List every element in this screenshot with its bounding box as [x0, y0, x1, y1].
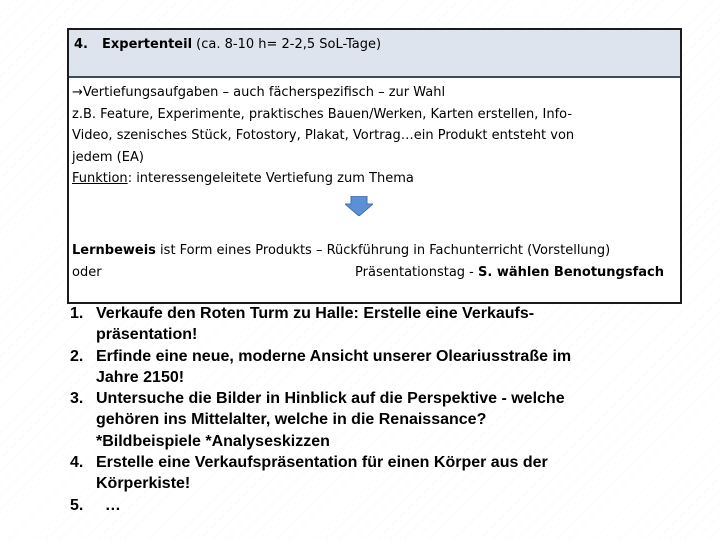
section-subtitle: (ca. 8-10 h= 2-2,5 SoL-Tage)	[192, 37, 382, 52]
item-number: 3.	[70, 390, 84, 408]
description-line: jedem (EA)	[72, 149, 144, 165]
lernbeweis-text: ist Form eines Produkts – Rückführung in Fachunterricht (Vorstellung)	[155, 243, 611, 258]
item-number: 2.	[70, 347, 84, 365]
lernbeweis	[72, 240, 672, 284]
section-number: 4.	[74, 37, 88, 52]
item-number: 4.	[70, 454, 84, 472]
funktion-label: Funktion	[72, 171, 128, 186]
description-line: z.B. Feature, Experimente, praktisches Bauen/Werken, Karten erstellen, Info-	[72, 106, 573, 122]
list-item	[70, 388, 700, 452]
list-item	[70, 452, 700, 495]
item-line: Erstelle eine Verkaufspräsentation für einen Körper aus der	[96, 454, 548, 472]
lernbeweis-label: Lernbeweis	[72, 243, 156, 258]
item-number: 1.	[70, 305, 84, 322]
list-item	[70, 303, 700, 346]
benotungsfach-text: S. wählen Benotungsfach	[478, 265, 664, 280]
oder-text: oder	[72, 265, 102, 280]
item-line: Jahre 2150!	[96, 368, 185, 386]
expertenteil-box	[67, 28, 682, 304]
item-line: …	[96, 496, 121, 514]
item-number: 5.	[70, 496, 84, 514]
description-line: Video, szenisches Stück, Fotostory, Plakat, Vortrag…ein Produkt entsteht von	[72, 128, 575, 143]
item-line: Erfinde eine neue, moderne Ansicht unserer Oleariusstraße im	[96, 347, 572, 365]
description-line: →Vertiefungsaufgaben – auch fächerspezifisch – zur Wahl	[72, 85, 446, 100]
item-line: gehören ins Mittelalter, welche in die Renaissance?	[96, 411, 487, 429]
description	[72, 82, 672, 190]
funktion-text: : interessengeleitete Vertiefung zum Thema	[127, 171, 414, 186]
list-item	[70, 495, 700, 516]
section-title: Expertenteil	[102, 37, 193, 52]
item-line: präsentation!	[96, 326, 198, 344]
task-list	[70, 303, 700, 516]
box-header	[69, 30, 680, 78]
item-line: Körperkiste!	[96, 475, 191, 493]
item-line: Verkaufe den Roten Turm zu Halle: Erstelle eine Verkaufs-	[96, 305, 535, 322]
praesentationstag	[355, 262, 664, 284]
item-line: *Bildbeispiele *Analyseskizzen	[96, 432, 330, 450]
praesentationstag-text: Präsentationstag -	[355, 265, 478, 280]
funktion-line	[72, 168, 672, 190]
down-arrow-icon	[345, 196, 373, 216]
list-item	[70, 346, 700, 389]
item-line: Untersuche die Bilder in Hinblick auf die Perspektive - welche	[96, 390, 565, 408]
